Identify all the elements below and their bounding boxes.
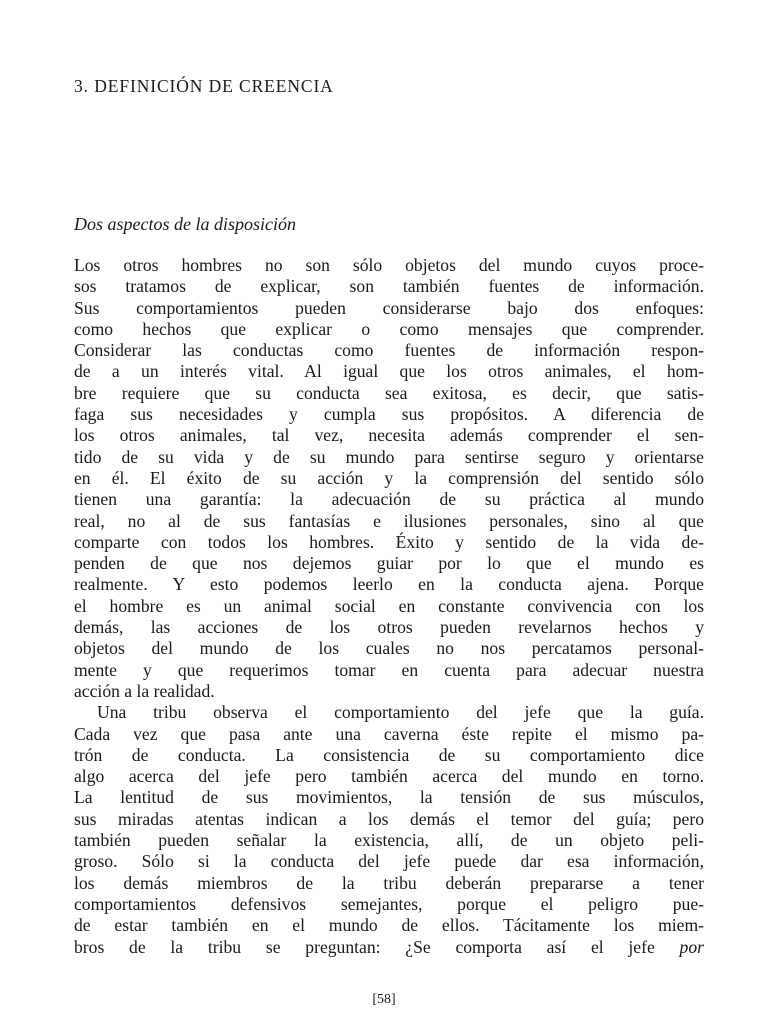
text-line: La lentitud de sus movimientos, la tensión de sus músculos, (74, 787, 704, 808)
text-line: el hombre es un animal social en constante convivencia con los (74, 595, 704, 616)
text-line: comparte con todos los hombres. Éxito y sentido de la vida de- (74, 531, 704, 552)
text-line: Los otros hombres no son sólo objetos del mundo cuyos proce- (74, 255, 704, 275)
text-line: real, no al de sus fantasías e ilusiones personales, sino al que (74, 510, 704, 531)
page-number: [58] (372, 992, 396, 1007)
text-line: tienen una garantía: la adecuación de su práctica al mundo (74, 489, 704, 510)
text-line: penden de que nos dejemos guiar por lo que el mundo es (74, 553, 704, 574)
text-line: Una tribu observa el comportamiento del jefe que la guía. (97, 702, 704, 723)
text-line: acción a la realidad. (74, 680, 215, 701)
text-line: tido de su vida y de su mundo para sentirse seguro y orientarse (74, 446, 704, 467)
text-line: algo acerca del jefe pero también acerca del mundo en torno. (74, 766, 704, 787)
text-line: sus miradas atentas indican a los demás el temor del guía; pero (74, 808, 704, 829)
text-line: comportamientos defensivos semejantes, porque el peligro pue- (74, 893, 704, 914)
text-line: Considerar las conductas como fuentes de información respon- (74, 340, 704, 361)
text-line-roman: bros de la tribu se preguntan: ¿Se comporta así el jefe (74, 936, 655, 957)
text-line: en él. El éxito de su acción y la comprensión del sentido sólo (74, 467, 704, 488)
body-text (74, 255, 704, 958)
text-line: faga sus necesidades y cumpla sus propósitos. A diferencia de (74, 404, 704, 425)
text-line: objetos del mundo de los cuales no nos percatamos personal- (74, 638, 704, 659)
text-line-italic: por (679, 936, 704, 957)
section-heading: Dos aspectos de la disposición (74, 214, 296, 234)
text-line: Sus comportamientos pueden considerarse bajo dos enfoques: (74, 297, 704, 318)
text-line: demás, las acciones de los otros pueden revelarnos hechos y (74, 617, 704, 638)
text-line: también pueden señalar la existencia, allí, de un objeto peli- (74, 830, 704, 851)
text-line (74, 937, 704, 958)
text-line: sos tratamos de explicar, son también fuentes de información. (74, 276, 704, 297)
text-line: los otros animales, tal vez, necesita además comprender el sen- (74, 425, 704, 446)
text-line: groso. Sólo si la conducta del jefe puede dar esa información, (74, 851, 704, 872)
text-line: realmente. Y esto podemos leerlo en la conducta ajena. Porque (74, 574, 704, 595)
text-line: mente y que requerimos tomar en cuenta para adecuar nuestra (74, 659, 704, 680)
text-line: trón de conducta. La consistencia de su comportamiento dice (74, 744, 704, 765)
text-line: de a un interés vital. Al igual que los otros animales, el hom- (74, 361, 704, 382)
chapter-heading: 3. DEFINICIÓN DE CREENCIA (74, 76, 334, 96)
text-line: los demás miembros de la tribu deberán prepararse a tener (74, 872, 704, 893)
text-line: de estar también en el mundo de ellos. Tácitamente los miem- (74, 915, 704, 936)
text-line: bre requiere que su conducta sea exitosa, es decir, que satis- (74, 382, 704, 403)
text-line: Cada vez que pasa ante una caverna éste repite el mismo pa- (74, 723, 704, 744)
text-line: como hechos que explicar o como mensajes que comprender. (74, 318, 704, 339)
